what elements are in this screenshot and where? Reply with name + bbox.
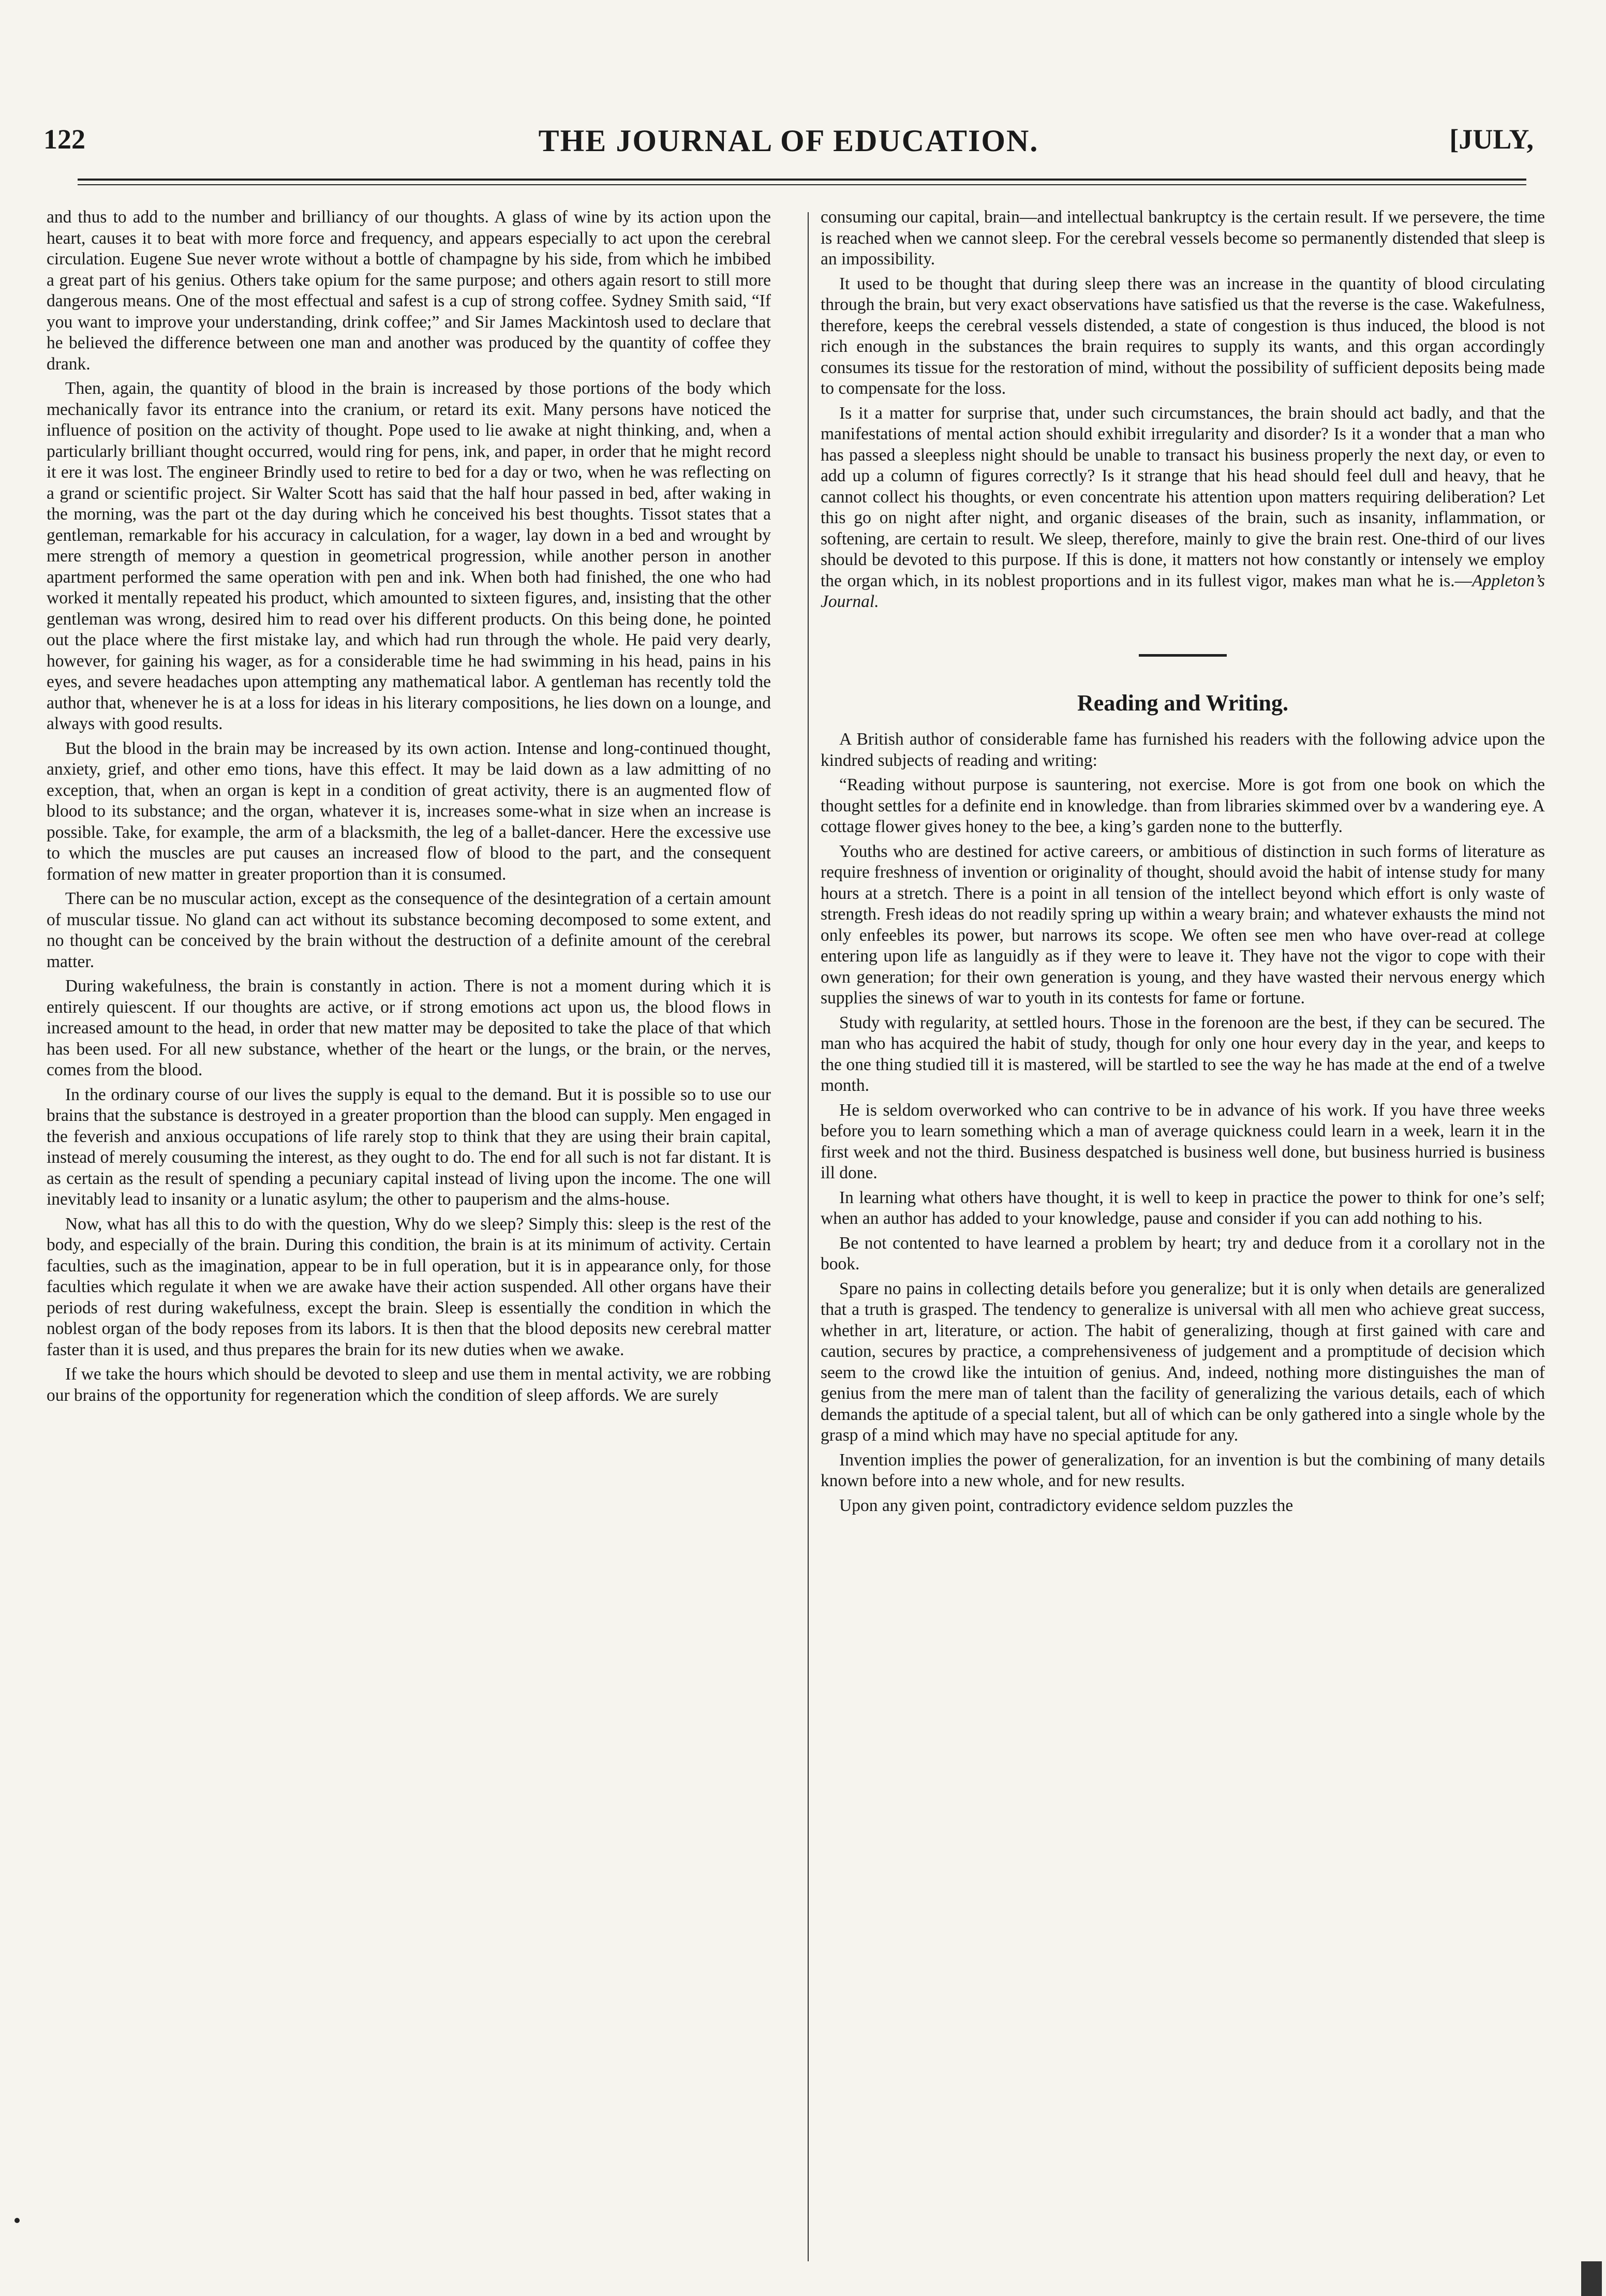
ink-mark (14, 2218, 20, 2223)
paragraph: Study with regularity, at settled hours. Those in the forenoon are the best, if they can be secured. The man who has acquired the habit of study, though for only one hour every day in the year, and keeps to the one thing studied till it is mastered, will be startled to see the way he has made at the end of a twelve month. (821, 1013, 1545, 1095)
issue-month: [JULY, (1449, 124, 1534, 155)
column-divider (808, 212, 809, 2261)
paragraph: Upon any given point, contradictory evidence seldom puzzles the (839, 1495, 1293, 1515)
article-separator (1139, 654, 1227, 657)
paragraph: In the ordinary course of our lives the supply is equal to the demand. But it is possible so to use our brains that the substance is destroyed in a greater proportion than the blood can supply. Men engaged in the feverish and anxious occupations of life rarely stop to think that they are using their brain capital, instead of merely cousuming the interest, as they ought to do. The end for all such is not far distant. It is as certain as the result of spending a pecuniary capital instead of living upon the income. The one will inevitably lead to insanity or a lunatic asylum; the other to pauperism and the alms-house. (47, 1085, 771, 1209)
paragraph-text: Is it a matter for surprise that, under such circumstances, the brain should act badly, and that the manifestations of mental action should exhibit irregularity and disorder? Is it a wonder that a man who has passed a sleepless night should be unable to transact his business properly the next day, or even to add up a column of figures correctly? Is it strange that his head should feel dull and heavy, that he cannot collect his thoughts, or even concentrate his attention upon matters requiring deliberation? Let this go on night after night, and organic diseases of the brain, such as insanity, inflammation, or softening, are certain to result. We sleep, therefore, mainly to give the brain rest. One-third of our lives should be devoted to this purpose. If this is done, it matters not how constantly or intensely we employ the organ which, in its noblest proportions and in its fullest vigor, makes man what he is.— (821, 403, 1545, 590)
paragraph: But the blood in the brain may be increased by its own action. Intense and long-continued thought, anxiety, grief, and other emo tions, have this effect. It may be laid down as a law admitting of no exception, that, when an organ is kept in a condition of great activity, there is an augmented flow of blood to its substance; and the organ, whatever it is, increases some-what in size when an increase is possible. Take, for example, the arm of a blacksmith, the leg of a ballet-dancer. Here the excessive use to which the muscles are put causes an increased flow of blood to the part, and the consequent formation of new matter in greater proportion than it is consumed. (47, 738, 771, 884)
paragraph: He is seldom overworked who can contrive to be in advance of his work. If you have three weeks before you to learn something which a man of average quickness could learn in a week, learn it in the first week and not the third. Business despatched is business well done, but business hurried is business ill done. (821, 1100, 1545, 1182)
left-column (47, 207, 771, 2267)
paragraph: and thus to add to the number and brilliancy of our thoughts. A glass of wine by its action upon the heart, causes it to beat with more force and frequency, and appears especially to act upon the cerebral circulation. Eugene Sue never wrote without a bottle of champagne by his side, from which he imbibed a great part of his genius. Others take opium for the same purpose; and others again resort to still more dangerous means. One of the most effectual and safest is a cup of strong coffee. Sydney Smith said, “If you want to improve your understanding, drink coffee;” and Sir James Mackintosh used to declare that he believed the difference between one man and another was produced by the quantity of coffee they drank. (47, 208, 771, 374)
paragraph: consuming our capital, brain—and intellectual bankruptcy is the certain result. If we persevere, the time is reached when we cannot sleep. For the cerebral vessels become so permanently distended that sleep is an impossibility. (821, 208, 1545, 269)
paragraph: During wakefulness, the brain is constantly in action. There is not a moment during which it is entirely quiescent. If our thoughts are active, or if strong emotions act upon us, the blood flows in increased amount to the head, in order that new matter may be deposited to take the place of that which has been used. For all new substance, whether of the heart or the lungs, or the brain, or the nerves, comes from the blood. (47, 976, 771, 1079)
right-column (821, 207, 1545, 2267)
header-rule (78, 179, 1526, 181)
paragraph: “Reading without purpose is sauntering, not exercise. More is got from one book on which the thought settles for a definite end in knowledge. than from libraries skimmed over bv a wandering eye. A cottage flower gives honey to the bee, a king’s garden none to the butterfly. (821, 775, 1545, 836)
paragraph: Invention implies the power of generalization, for an invention is but the combining of many details known before into a new whole, and for new results. (821, 1450, 1545, 1490)
article-heading: Reading and Writing. (1077, 690, 1288, 716)
page-edge-mark (1581, 2261, 1602, 2296)
header-rule-thin (78, 184, 1526, 185)
paragraph: There can be no muscular action, except as the consequence of the desintegration of a certain amount of muscular tissue. No gland can act without its substance becoming decomposed to some extent, and no thought can be conceived by the brain without the destruction of a definite amount of the cerebral matter. (47, 889, 771, 971)
paragraph: Be not contented to have learned a problem by heart; try and deduce from it a corollary not in the book. (821, 1233, 1545, 1273)
journal-title: THE JOURNAL OF EDUCATION. (538, 124, 1039, 158)
paragraph: Then, again, the quantity of blood in the brain is increased by those portions of the body which mechanically favor its entrance into the cranium, or retard its exit. Many persons have noticed the influence of position on the activity of thought. Pope used to lie awake at night thinking, and, when a particularly brilliant thought occurred, would ring for pens, ink, and paper, in order that he might record it ere it was lost. The engineer Brindly used to retire to bed for a day or two, when he was reflecting on a grand or scientific project. Sir Walter Scott has said that the half hour passed in bed, after waking in the morning, was the part ot the day during which he conceived his best thoughts. Tissot states that a gentleman, remarkable for his accuracy in calculation, for a wager, lay down in a bed and wrought by mere strength of memory a question in geometrical progression, while another person in another apartment performed the same operation with pen and ink. When both had finished, the one who had worked it mentally repeated his product, which amounted to sixteen figures, and, insisting that the other gentleman was wrong, desired him to read over his different products. On this being done, he pointed out the place where the first mistake lay, and which had run through the whole. He paid very dearly, however, for gaining his wager, as for a considerable time he had swimming in his head, pains in his eyes, and severe headaches upon attempting any mathematical labor. A gentleman has recently told the author that, whenever he is at a loss for ideas in his literary compositions, he lies down on a lounge, and always with good results. (47, 379, 771, 733)
article-source: Appleton’s Journal. (821, 571, 1545, 611)
page-header (43, 123, 1534, 170)
paragraph: Now, what has all this to do with the question, Why do we sleep? Simply this: sleep is the rest of the body, and especially of the brain. During this condition, the brain is at its minimum of activity. Certain faculties, such as the imagination, appear to be in full operation, but it is in appearance only, for those faculties which regulate it when we are awake have their action suspended. All other organs have their periods of rest during wakefulness, except the brain. Sleep is essentially the condition in which the noblest organ of the body reposes from its labors. It is then that the blood deposits new cerebral matter faster than it is used, and thus prepares the brain for its new duties when we awake. (47, 1214, 771, 1359)
paragraph: Youths who are destined for active careers, or ambitious of distinction in such forms of literature as require freshness of invention or originality of thought, should avoid the habit of intense study for many hours at a stretch. There is a point in all tension of the intellect beyond which effort is only waste of strength. Fresh ideas do not readily spring up within a weary brain; and whatever exhausts the mind not only enfeebles its power, but narrows its scope. We often see men who have over-read at college entering upon life as languidly as if they were to leave it. They have not the vigor to cope with their own generation; for their own generation is young, and they have wasted their nervous energy which supplies the sinews of war to youth in its contests for fame or fortune. (821, 841, 1545, 1008)
paragraph: It used to be thought that during sleep there was an increase in the quantity of blood circulating through the brain, but very exact observations have satisfied us that the reverse is the case. Wakefulness, therefore, keeps the cerebral vessels distended, a state of congestion is thus induced, the blood is not rich enough in the substances the brain requires to supply its wants, and this organ accordingly consumes its tissue for the restoration of mind, without the possibility of sufficient deposits being made to compensate for the loss. (821, 274, 1545, 398)
paragraph: In learning what others have thought, it is well to keep in practice the power to think for one’s self; when an author has added to your knowledge, pause and consider if you can add nothing to his. (821, 1188, 1545, 1228)
paragraph: Spare no pains in collecting details before you generalize; but it is only when details are generalized that a truth is grasped. The tendency to generalize is universal with all men who achieve great success, whether in art, literature, or action. The habit of generalizing, though at first gained with care and caution, secures by practice, a comprehensiveness of judgement and a promptitude of decision which seem to the crowd like the intuition of genius. And, indeed, nothing more distinguishes the man of genius from the mere man of talent than the facility of generalizing the various details, each of which demands the aptitude of a special talent, but all of which can be only gathered into a single whole by the grasp of a mind which may have no special aptitude for any. (821, 1279, 1545, 1445)
paragraph: If we take the hours which should be devoted to sleep and use them in mental activity, we are robbing our brains of the opportunity for regeneration which the condition of sleep affords. We are surely (47, 1365, 771, 1405)
paragraph (821, 403, 1545, 613)
paragraph: A British author of considerable fame has furnished his readers with the following advice upon the kindred subjects of reading and writing: (821, 730, 1545, 770)
page-number: 122 (43, 124, 85, 155)
